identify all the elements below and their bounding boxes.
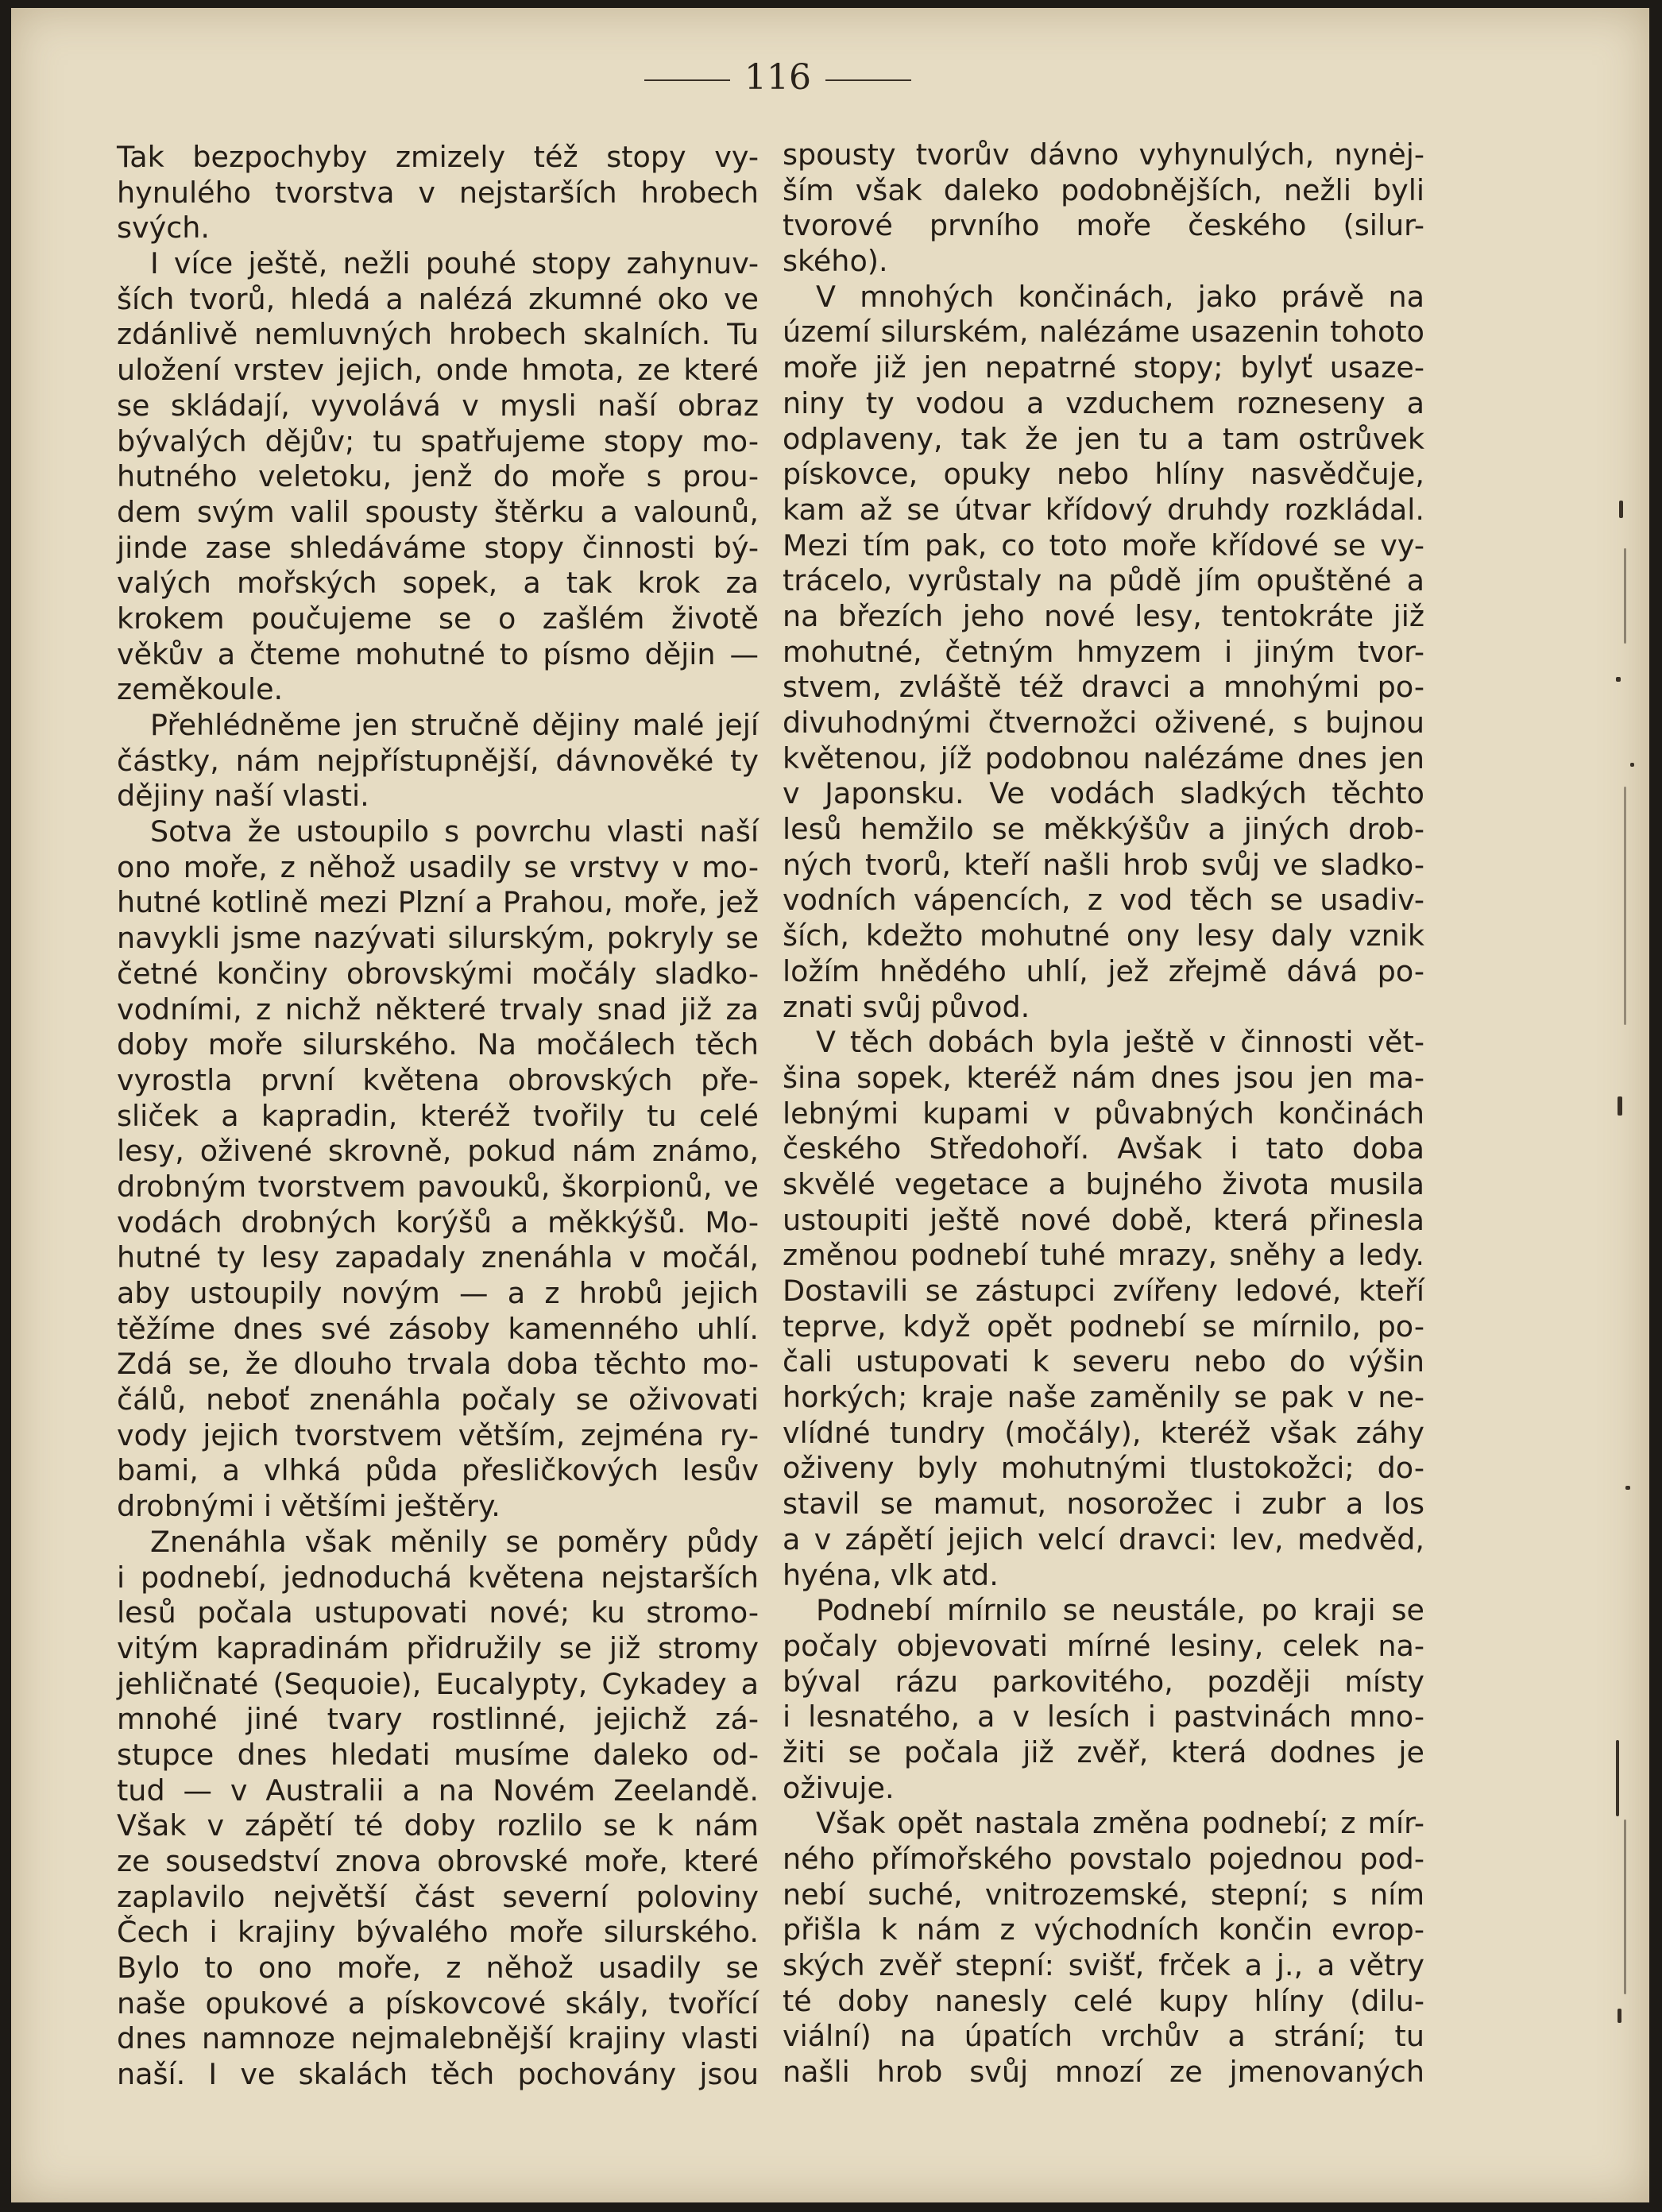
text-line: I více ještě, nežli pouhé stopy zahynuv- [150,246,759,281]
text-line: stupce dnes hledati musíme daleko od- [117,1737,759,1772]
text-line: spousty tvorův dávno vyhynulých, nynėj- [783,137,1424,172]
text-line: valých mořských sopek, a tak krok za [117,566,759,601]
edge-mark [1630,763,1634,767]
text-line: se skládají, vyvolává v mysli naší obraz [117,388,759,423]
text-line: navykli jsme nazývati silurským, pokryly se [117,921,759,956]
text-line: Dostavili se zástupci zvířeny ledové, kteří [783,1274,1424,1308]
edge-mark [1624,548,1626,644]
text-line: lebnými kupami v půvabných končinách [783,1096,1424,1131]
text-line: svých. [117,211,211,246]
text-line: žiti se počala již zvěř, která dodnes je [783,1734,1424,1769]
text-line: lesů hemžilo se měkkýšův a jiných drob- [783,812,1424,847]
text-line: niny ty vodou a vzduchem rozneseny a [783,385,1424,420]
text-line: hyéna, vlk atd. [783,1557,999,1592]
text-line: kam až se útvar křídový druhdy rozkládal. [783,492,1424,527]
text-line: bývalých dějův; tu spatřujeme stopy mo- [117,423,759,458]
text-line: změnou podnebí tuhé mrazy, sněhy a ledy. [783,1238,1424,1273]
text-line: čali ustupovati k severu nebo do výšin [783,1344,1424,1379]
text-line: hutné ty lesy zapadaly znenáhla v močál, [117,1240,759,1275]
text-line: Bylo to ono moře, z něhož usadily se [117,1951,759,1986]
text-line: sliček a kapradin, kteréž tvořily tu celé [117,1098,759,1133]
text-line: vodách drobných korýšů a měkkýšů. Mo- [117,1205,759,1239]
text-line: ších, kdežto mohutné ony lesy daly vznik [783,918,1424,953]
text-line: na březích jeho nové lesy, tentokráte již [783,598,1424,633]
edge-mark [1625,1486,1630,1490]
text-line: vlídné tundry (močály), kteréž však záhy [783,1415,1424,1450]
text-line: našli hrob svůj mnozí ze jmenovaných [783,2055,1424,2090]
text-line: dem svým valil spousty štěrku a valounů, [117,494,759,529]
text-line: ze sousedství znova obrovské moře, které [117,1844,759,1878]
text-line: viální) na úpatích vrchův a strání; tu [783,2019,1424,2054]
text-line: Však v zápětí té doby rozlilo se k nám [117,1808,759,1843]
text-line: ného přímořského povstalo pojednou pod- [783,1842,1424,1876]
text-line: přišla k nám z východních končin evrop- [783,1912,1424,1947]
edge-mark [1624,1819,1626,1994]
edge-mark [1624,787,1626,1025]
page-edge-marks [1608,453,1640,2042]
text-line: zaplavilo největší část severní poloviny [117,1879,759,1914]
text-line: zdánlivě nemluvných hrobech skalních. Tu [117,317,759,352]
edge-mark [1618,2009,1621,2023]
text-line: Podnebí mírnilo se neustále, po kraji se [816,1593,1424,1628]
text-line: šina sopek, kteréž nám dnes jsou jen ma- [783,1060,1424,1095]
right-text-column [783,137,1424,2090]
edge-mark [1616,1740,1619,1816]
text-line: Mezi tím pak, co toto moře křídové se vy- [783,528,1424,563]
text-line: aby ustoupily novým — a z hrobů jejich [117,1276,759,1310]
text-line: čálů, neboť znenáhla počaly se oživovati [117,1382,759,1417]
text-line: teprve, když opět podnebí se mírnilo, po- [783,1309,1424,1344]
text-line: mnohé jiné tvary rostlinné, jejichž zá- [117,1702,759,1737]
text-line: Znenáhla však měnily se poměry půdy [150,1524,759,1559]
text-line: jinde zase shledáváme stopy činnosti bý- [117,530,759,565]
text-line: lesů počala ustupovati nové; ku stromo- [117,1595,759,1630]
left-text-column [117,140,759,2093]
text-line: i lesnatého, a v lesích i pastvinách mno- [783,1700,1424,1734]
text-line: počaly objevovati mírné lesiny, celek na- [783,1628,1424,1663]
text-line: ono moře, z něhož usadily se vrstvy v mo- [117,849,759,884]
text-line: dějiny naší vlasti. [117,779,369,814]
edge-mark [1616,677,1621,682]
text-line: ších tvorů, hledá a nalézá zkumné oko ve [117,281,759,316]
text-line: oživeny byly mohutnými tlustokožci; do- [783,1451,1424,1486]
text-line: tud — v Australii a na Novém Zeelandě. [117,1773,759,1808]
text-line: hutné kotlině mezi Plzní a Prahou, moře, jež [117,885,759,920]
text-line: divuhodnými čtvernožci oživené, s bujnou [783,706,1424,740]
page-number: 116 [744,57,811,98]
text-line: četné končiny obrovskými močály sladko- [117,956,759,991]
text-line: českého Středohoří. Avšak i tato doba [783,1131,1424,1166]
text-line: částky, nám nejpřístupnější, dávnověké ty [117,743,759,778]
text-line: Přehlédněme jen stručně dějiny malé její [150,708,759,742]
text-line: skvělé vegetace a bujného života musila [783,1166,1424,1201]
text-line: mohutné, četným hmyzem i jiným tvor- [783,634,1424,669]
text-line: těžíme dnes své zásoby kamenného uhlí. [117,1311,759,1346]
text-line: Zdá se, že dlouho trvala doba těchto mo- [117,1347,759,1382]
text-line: nebí suché, vnitrozemské, stepní; s ním [783,1877,1424,1912]
text-line: ského). [783,244,888,279]
text-line: tvorové prvního moře českého (silur- [783,208,1424,243]
text-line: vodních vápencích, z vod těch se usadiv- [783,883,1424,918]
text-line: Tak bezpochyby zmizely též stopy vy- [117,140,759,174]
text-line: květenou, jíž podobnou nalézáme dnes jen [783,741,1424,775]
text-line: ustoupiti ještě nové době, která přinesla [783,1202,1424,1237]
text-line: ším však daleko podobnějších, nežli byli [783,172,1424,207]
text-line: hutného veletoku, jenž do moře s prou- [117,459,759,494]
edge-mark [1618,1096,1622,1116]
text-line: drobnými i většími ještěry. [117,1489,501,1524]
text-line: vodními, z nichž některé trvaly snad již za [117,992,759,1027]
text-line: zeměkoule. [117,672,284,707]
text-line: trácelo, vyrůstaly na půdě jím opuštěné a [783,563,1424,598]
text-line: ložím hnědého uhlí, jež zřejmě dává po- [783,953,1424,988]
text-line: v Japonsku. Ve vodách sladkých těchto [783,776,1424,811]
text-line: naší. I ve skalách těch pochovány jsou [117,2057,759,2092]
text-line: jehličnaté (Sequoie), Eucalypty, Cykadey a [117,1666,759,1701]
text-line: V mnohých končinách, jako právě na [816,279,1424,314]
text-line: krokem poučujeme se o zašlém životě [117,601,759,636]
text-line: ských zvěř stepní: svišť, frček a j., a větry [783,1948,1424,1983]
text-line: bami, a vlhká půda přesličkových lesův [117,1453,759,1488]
book-page [11,8,1649,2202]
text-line: pískovce, opuky nebo hlíny nasvědčuje, [783,457,1424,492]
text-line: Sotva že ustoupilo s povrchu vlasti naší [150,814,759,849]
text-line: moře již jen nepatrné stopy; bylyť usaze- [783,350,1424,385]
text-line: Čech i krajiny bývalého moře silurského. [117,1915,759,1950]
text-line: V těch dobách byla ještě v činnosti vět- [816,1025,1424,1060]
text-line: uložení vrstev jejich, onde hmota, ze které [117,353,759,388]
text-line: území silurském, nalézáme usazenin tohoto [783,315,1424,350]
text-line: ných tvorů, kteří našli hrob svůj ve sladko- [783,847,1424,882]
text-line: naše opukové a pískovcové skály, tvořící [117,1986,759,2021]
text-line: doby moře silurského. Na močálech těch [117,1027,759,1062]
text-line: horkých; kraje naše zaměnily se pak v ne- [783,1380,1424,1415]
header-rule-right [825,79,911,81]
text-line: drobným tvorstvem pavouků, škorpionů, ve [117,1169,759,1204]
text-line: býval rázu parkovitého, později místy [783,1664,1424,1699]
text-line: znati svůj původ. [783,989,1030,1024]
text-line: lesy, oživené skrovně, pokud nám známo, [117,1134,759,1169]
text-line: vitým kapradinám přidružily se již stromy [117,1630,759,1665]
page-header [11,57,1544,98]
text-line: věkův a čteme mohutné to písmo dějin — [117,636,759,671]
text-line: odplaveny, tak že jen tu a tam ostrůvek [783,421,1424,456]
text-line: vyrostla první květena obrovských pře- [117,1062,759,1097]
text-line: a v zápětí jejich velcí dravci: lev, medvěd, [783,1522,1424,1557]
text-line: dnes namnoze nejmalebnější krajiny vlasti [117,2021,759,2056]
header-rule-left [644,79,730,81]
text-line: hynulého tvorstva v nejstarších hrobech [117,175,759,210]
text-line: i podnebí, jednoduchá květena nejstarších [117,1560,759,1595]
text-line: stavil se mamut, nosorožec i zubr a los [783,1487,1424,1522]
text-line: Však opět nastala změna podnebí; z mír- [816,1806,1424,1841]
text-line: oživuje. [783,1770,895,1805]
text-line: té doby nanesly celé kupy hlíny (dilu- [783,1983,1424,2018]
text-line: vody jejich tvorstvem větším, zejména ry- [117,1417,759,1452]
text-line: stvem, zvláště též dravci a mnohými po- [783,670,1424,705]
edge-mark [1619,501,1623,518]
